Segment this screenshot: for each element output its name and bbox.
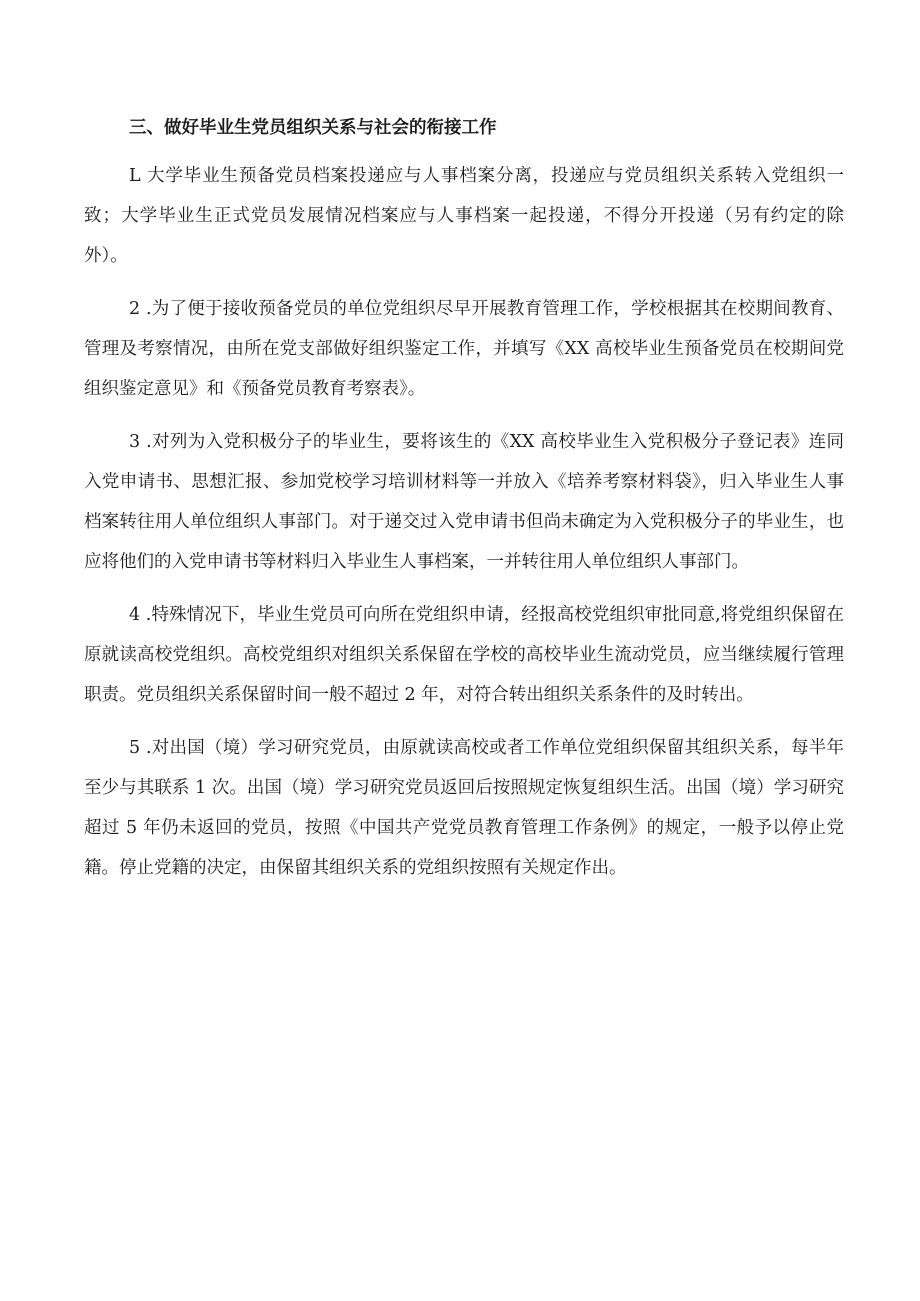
section-heading: 三、做好毕业生党员组织关系与社会的衔接工作 (129, 118, 497, 138)
paragraph-5: 5 .对出国（境）学习研究党员，由原就读高校或者工作单位党组织保留其组织关系，每半年至少与其联系 1 次。出国（境）学习研究党员返回后按照规定恢复组织生活。出国（境）学习研究超过 5 年仍未返回的党员，按照《中国共产党党员教育管理工作条例》的规定，一般予以停止党籍。停止党籍的决定，由保留其组织关系的党组织按照有关规定作出。 (84, 738, 844, 878)
paragraph-3: 3 .对列为入党积极分子的毕业生，要将该生的《XX 高校毕业生入党积极分子登记表》连同入党申请书、思想汇报、参加党校学习培训材料等一并放入《培养考察材料袋》，归入毕业生人事档案转往用人单位组织人事部门。对于递交过入党申请书但尚未确定为入党积极分子的毕业生，也应将他们的入党申请书等材料归入毕业生人事档案，一并转往用人单位组织人事部门。 (84, 432, 844, 572)
paragraph-4: 4 .特殊情况下，毕业生党员可向所在党组织申请，经报高校党组织审批同意,将党组织保留在原就读高校党组织。高校党组织对组织关系保留在学校的高校毕业生流动党员，应当继续履行管理职责。党员组织关系保留时间一般不超过 2 年，对符合转出组织关系条件的及时转出。 (84, 605, 844, 705)
paragraph-1: L 大学毕业生预备党员档案投递应与人事档案分离，投递应与党员组织关系转入党组织一致；大学毕业生正式党员发展情况档案应与人事档案一起投递，不得分开投递（另有约定的除外）。 (84, 166, 844, 266)
document-page (84, 108, 844, 901)
paragraph-2: 2 .为了便于接收预备党员的单位党组织尽早开展教育管理工作，学校根据其在校期间教育、管理及考察情况，由所在党支部做好组织鉴定工作，并填写《XX 高校毕业生预备党员在校期间党组织鉴定意见》和《预备党员教育考察表》。 (84, 299, 844, 399)
